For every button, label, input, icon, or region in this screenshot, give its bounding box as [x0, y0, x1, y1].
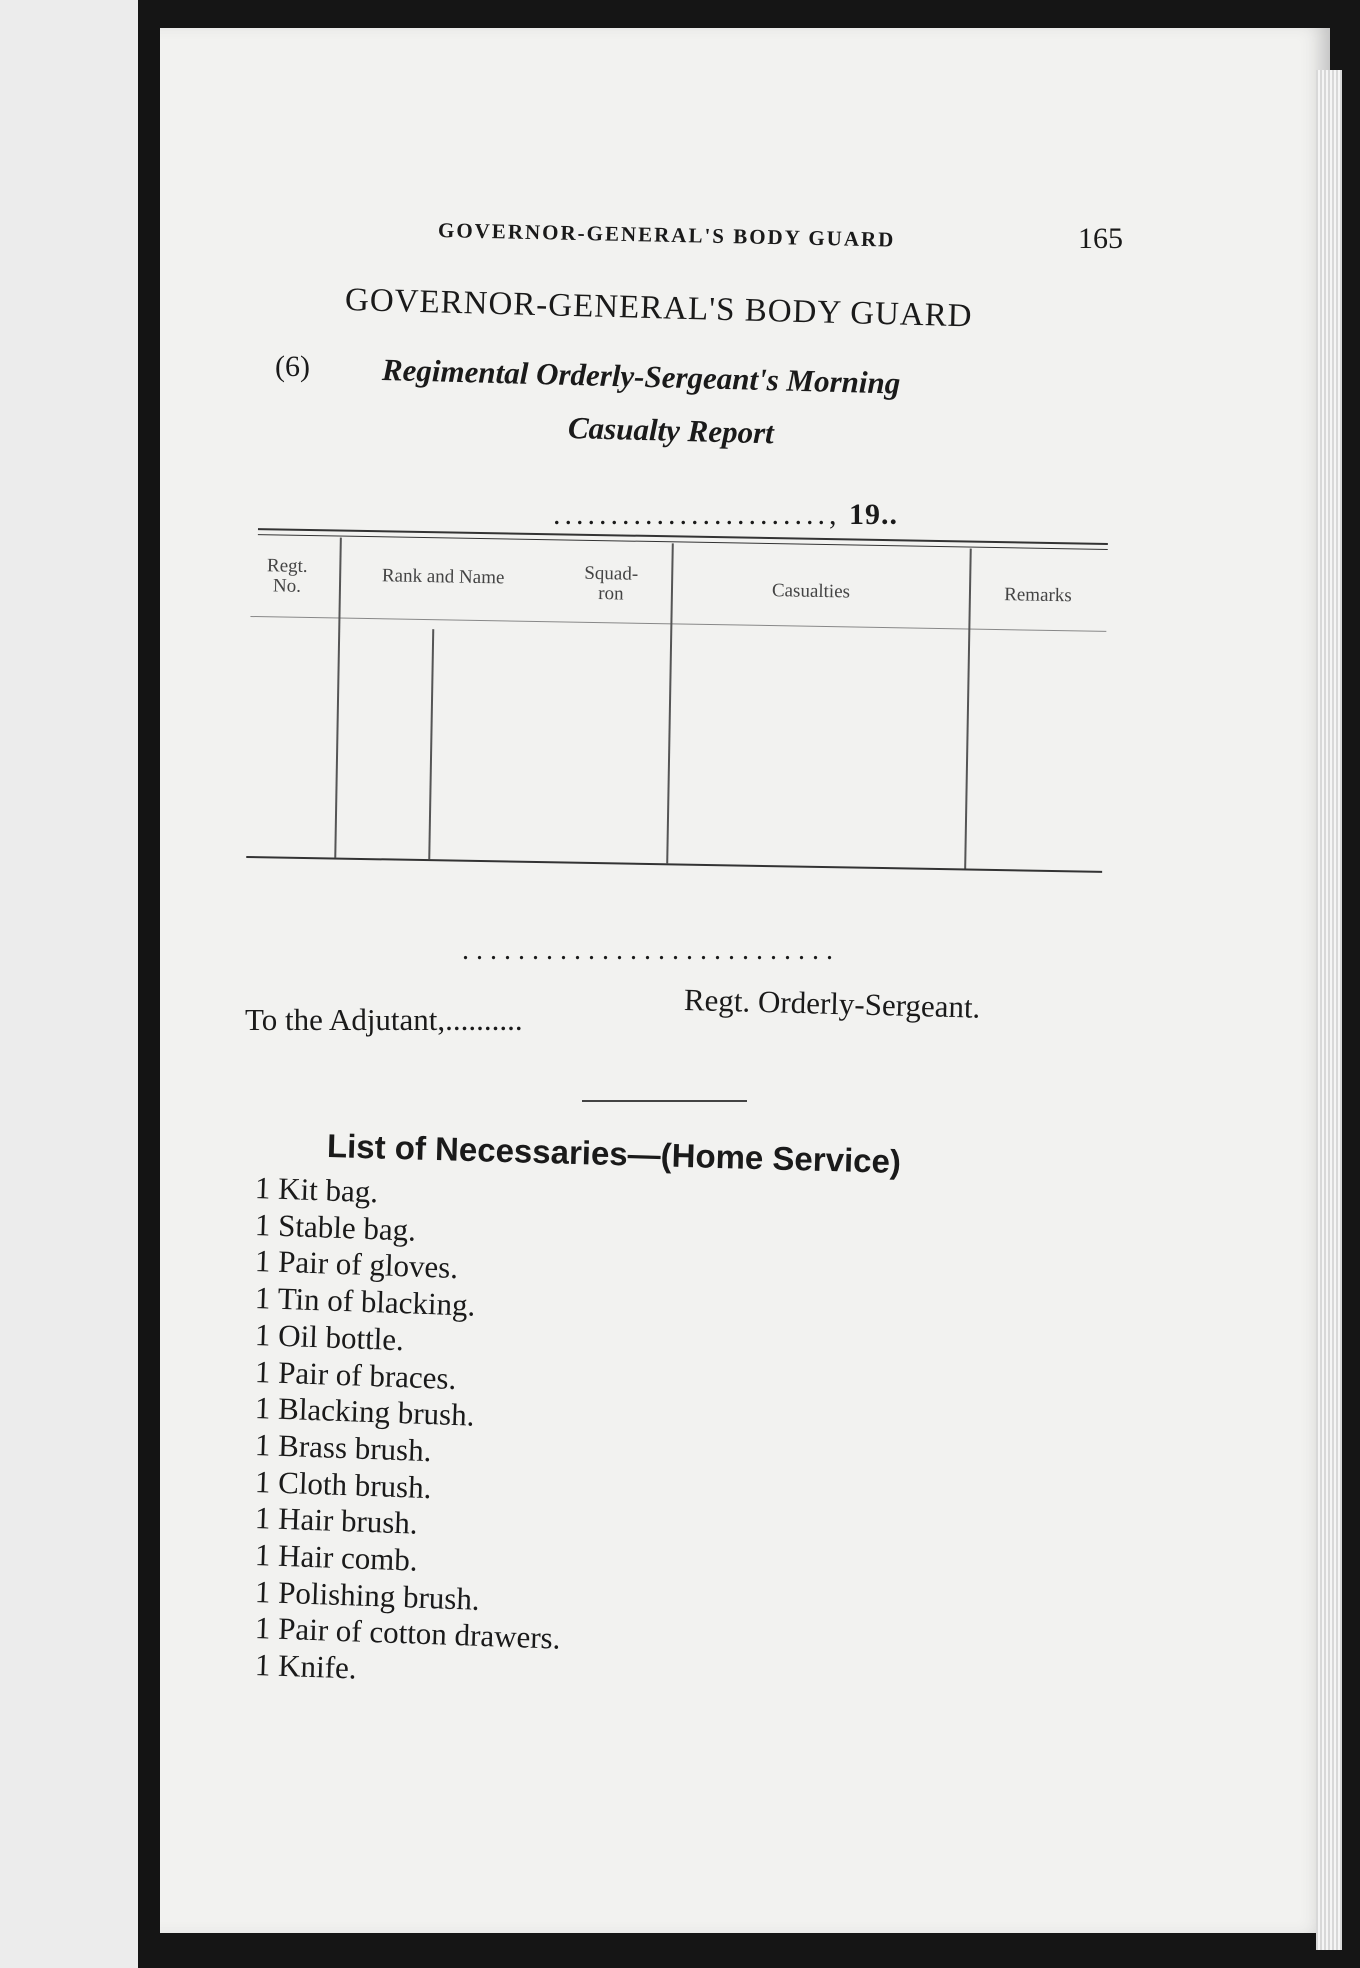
- header-rule: [250, 616, 1106, 632]
- list-item: 1 Pair of cotton drawers.: [254, 1610, 562, 1657]
- list-item: 1 Hair brush.: [254, 1500, 419, 1541]
- page-edges: [1316, 70, 1342, 1950]
- form-title-line2: Casualty Report: [567, 410, 775, 451]
- list-item: 1 Pair of gloves.: [254, 1243, 459, 1286]
- list-item: 1 Pair of braces.: [254, 1353, 457, 1396]
- facing-page: [0, 0, 138, 1968]
- header-casualties: Casualties: [771, 580, 851, 603]
- list-item: 1 Brass brush.: [254, 1426, 433, 1469]
- list-item: 1 Blacking brush.: [254, 1390, 476, 1433]
- list-item: 1 Oil bottle.: [254, 1316, 405, 1358]
- list-item: 1 Knife.: [254, 1647, 358, 1686]
- addressee-line: To the Adjutant,..........: [245, 1002, 523, 1037]
- signature-dots: ...........................: [462, 935, 840, 966]
- col-divider-2: [428, 629, 434, 859]
- date-line: [553, 498, 898, 532]
- list-item: 1 Hair comb.: [254, 1537, 419, 1578]
- book-gutter: [138, 30, 160, 1930]
- list-item: 1 Stable bag.: [254, 1206, 417, 1248]
- page-number: 165: [1078, 222, 1123, 255]
- casualty-table: [245, 528, 1110, 933]
- form-number: (6): [275, 350, 310, 383]
- header-regt-no: Regt. No.: [266, 555, 308, 597]
- col-divider-3: [666, 543, 674, 863]
- header-rank-name: Rank and Name: [381, 565, 505, 589]
- date-dots: ........................,: [553, 498, 841, 531]
- header-remarks: Remarks: [1003, 584, 1072, 607]
- necessaries-list: [255, 1170, 561, 1684]
- list-item: 1 Kit bag.: [254, 1170, 379, 1210]
- date-year: 19..: [849, 498, 898, 531]
- list-item: 1 Cloth brush.: [254, 1463, 433, 1505]
- section-divider: [582, 1100, 747, 1102]
- signature-label: Regt. Orderly-Sergeant.: [683, 982, 981, 1025]
- list-item: 1 Tin of blacking.: [254, 1280, 476, 1323]
- col-divider-1: [334, 538, 342, 858]
- necessaries-heading: List of Necessaries—(Home Service): [326, 1127, 902, 1181]
- running-head: GOVERNOR-GENERAL'S BODY GUARD: [437, 218, 896, 252]
- list-item: 1 Polishing brush.: [254, 1573, 481, 1617]
- header-squadron: Squad- ron: [584, 562, 639, 605]
- page-title: GOVERNOR-GENERAL'S BODY GUARD: [344, 282, 974, 335]
- col-divider-4: [964, 549, 972, 869]
- table-bottom-rule: [246, 856, 1102, 873]
- form-title-line1: Regimental Orderly-Sergeant's Morning: [381, 352, 901, 401]
